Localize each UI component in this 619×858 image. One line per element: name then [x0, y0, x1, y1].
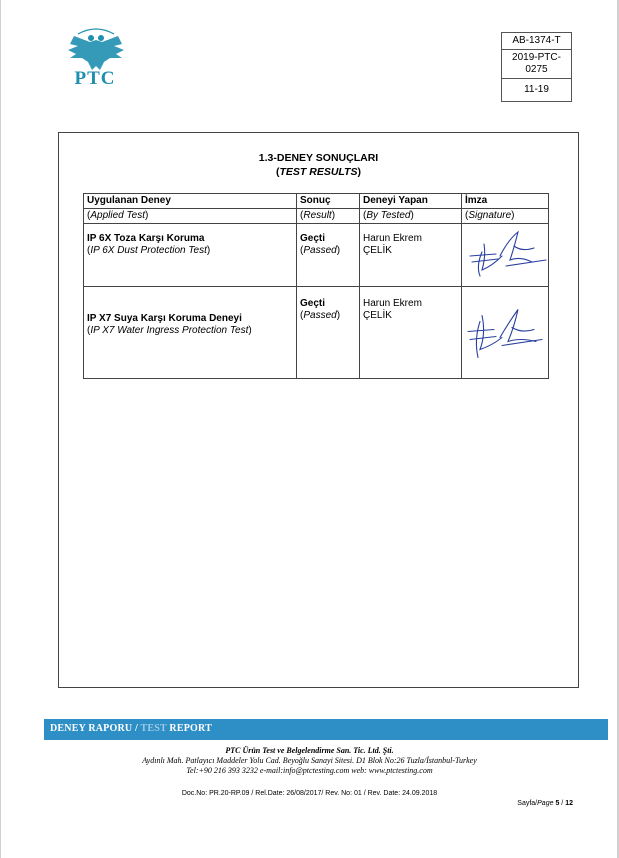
report-code-box	[501, 32, 572, 102]
test-name-en: (IP 6X Dust Protection Test)	[87, 245, 211, 256]
accreditation-code: AB-1374-T	[502, 33, 571, 50]
subheader-applied-test: (Applied Test)	[84, 209, 297, 224]
result-tr: Geçti	[300, 233, 326, 244]
table-header-row	[84, 194, 549, 209]
subheader-result: (Result)	[297, 209, 360, 224]
signature-cell	[462, 224, 549, 287]
subheader-tested-by: (By Tested)	[360, 209, 462, 224]
footer-report-bar	[44, 719, 608, 740]
signature-cell	[462, 287, 549, 379]
header-tested-by: Deneyi Yapan	[360, 194, 462, 209]
result-cell	[297, 287, 360, 379]
result-cell	[297, 224, 360, 287]
result-en: (Passed)	[300, 310, 341, 321]
tester-name: Harun Ekrem	[363, 298, 422, 309]
report-number: 2019-PTC-0275	[502, 50, 571, 79]
report-date-code: 11-19	[524, 84, 549, 95]
table-subheader-row	[84, 209, 549, 224]
subheader-signature: (Signature)	[462, 209, 549, 224]
test-name-cell	[84, 287, 297, 379]
result-tr: Geçti	[300, 298, 326, 309]
section-title: 1.3-DENEY SONUÇLARI	[258, 152, 379, 164]
tester-name: Harun Ekrem	[363, 233, 422, 244]
company-info	[0, 746, 619, 776]
company-contact: Tel:+90 216 393 3232 e-mail:info@ptctesting.com web: www.ptctesting.com	[186, 766, 433, 775]
header-signature: İmza	[462, 194, 549, 209]
test-results-table	[83, 193, 549, 379]
header-result: Sonuç	[297, 194, 360, 209]
tester-surname: ÇELİK	[363, 310, 392, 321]
document-number: Doc.No: PR.20-RP.09 / Rel.Date: 26/08/2017/ Rev. No: 01 / Rev. Date: 24.09.2018	[181, 790, 438, 797]
signature-icon	[462, 224, 548, 286]
tester-cell	[360, 287, 462, 379]
test-name-tr: IP X7 Suya Karşı Koruma Deneyi	[87, 313, 242, 324]
page-edge-left	[0, 0, 1, 858]
footer-report-title: DENEY RAPORU / TEST REPORT	[50, 723, 212, 734]
section-subtitle: (TEST RESULTS)	[276, 166, 361, 178]
test-name-en: (IP X7 Water Ingress Protection Test)	[87, 325, 252, 336]
company-name: PTC Ürün Test ve Belgelendirme San. Tic. Ltd. Şti.	[225, 746, 394, 755]
test-name-cell	[84, 224, 297, 287]
company-address: Aydınlı Mah. Patlayıcı Maddeler Yolu Cad. Beyoğlu Sanayi Sitesi. D1 Blok No:26 Tuzla/İstanbul-Turkey	[142, 756, 477, 765]
tester-cell	[360, 224, 462, 287]
result-en: (Passed)	[300, 245, 341, 256]
signature-icon	[462, 287, 548, 378]
page-number: Sayfa/Page 5 / 12	[517, 800, 573, 807]
tester-surname: ÇELİK	[363, 245, 392, 256]
table-row	[84, 224, 549, 287]
table-row	[84, 287, 549, 379]
test-name-tr: IP 6X Toza Karşı Koruma	[87, 233, 205, 244]
logo-wordmark: PTC	[74, 68, 116, 89]
header-applied-test: Uygulanan Deney	[84, 194, 297, 209]
